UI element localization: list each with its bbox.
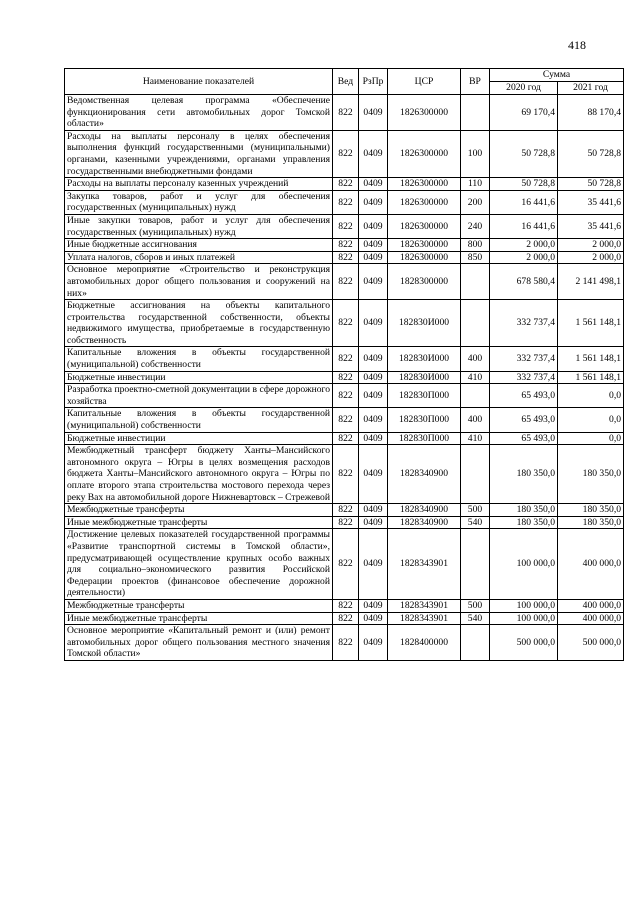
cell-csr: 1826300000 [388,239,461,252]
cell-name: Иные закупки товаров, работ и услуг для обеспечения государственных (муниципальных) нужд [65,214,333,238]
cell-2021: 400 000,0 [558,612,624,625]
cell-rzpr: 0409 [359,178,388,191]
cell-vr: 110 [461,178,490,191]
cell-2020: 332 737,4 [490,371,558,384]
cell-name: Капитальные вложения в объекты государственной (муниципальной) собственности [65,408,333,432]
cell-vr [461,384,490,408]
cell-2021: 1 561 148,1 [558,347,624,371]
cell-ved: 822 [333,239,359,252]
cell-name: Расходы на выплаты персоналу казенных учреждений [65,178,333,191]
cell-name: Бюджетные ассигнования на объекты капитального строительства государственной собственности, объекты недвижимого имущества, приобретаемые в государственную собственность [65,300,333,347]
header-sum: Сумма [490,69,624,82]
cell-ved: 822 [333,504,359,517]
cell-ved: 822 [333,371,359,384]
cell-ved: 822 [333,130,359,177]
cell-rzpr: 0409 [359,371,388,384]
cell-2021: 180 350,0 [558,445,624,504]
table-row [65,214,624,238]
table-row [65,347,624,371]
cell-csr: 1828343901 [388,529,461,600]
cell-ved: 822 [333,178,359,191]
cell-rzpr: 0409 [359,408,388,432]
cell-csr: 1828300000 [388,264,461,300]
cell-rzpr: 0409 [359,445,388,504]
cell-csr: 1828343901 [388,599,461,612]
cell-rzpr: 0409 [359,239,388,252]
cell-vr [461,264,490,300]
cell-name: Межбюджетные трансферты [65,504,333,517]
cell-csr: 1826300000 [388,130,461,177]
cell-name: Ведомственная целевая программа «Обеспечение функционирования сети автомобильных дорог Томской области» [65,95,333,131]
cell-vr: 100 [461,130,490,177]
cell-vr: 800 [461,239,490,252]
cell-2021: 2 000,0 [558,239,624,252]
cell-vr: 410 [461,432,490,445]
cell-name: Межбюджетный трансферт бюджету Ханты–Мансийского автономного округа – Югры в целях возмещения расходов бюджета Ханты–Мансийского автономного округа – Югры по оплате второго этапа строительства мостового перехода через реку Вах на автомобильной дороге Нижневартовск – Стрежевой [65,445,333,504]
cell-vr: 500 [461,504,490,517]
cell-vr: 240 [461,214,490,238]
cell-2020: 180 350,0 [490,516,558,529]
cell-csr: 1828340900 [388,516,461,529]
cell-ved: 822 [333,214,359,238]
budget-table [64,68,624,661]
header-2020: 2020 год [490,82,558,95]
cell-rzpr: 0409 [359,347,388,371]
cell-2020: 100 000,0 [490,612,558,625]
cell-csr: 1826300000 [388,214,461,238]
cell-2020: 180 350,0 [490,445,558,504]
cell-csr: 1826300000 [388,251,461,264]
cell-2021: 50 728,8 [558,178,624,191]
cell-rzpr: 0409 [359,612,388,625]
cell-2020: 65 493,0 [490,384,558,408]
cell-name: Основное мероприятие «Капитальный ремонт и (или) ремонт автомобильных дорог общего пользования местного значения Томской области» [65,625,333,661]
cell-csr: 182830И000 [388,347,461,371]
table-row [65,529,624,600]
cell-2020: 100 000,0 [490,599,558,612]
cell-rzpr: 0409 [359,130,388,177]
cell-2021: 1 561 148,1 [558,371,624,384]
cell-name: Иные межбюджетные трансферты [65,516,333,529]
cell-rzpr: 0409 [359,529,388,600]
header-ved: Вед [333,69,359,95]
cell-rzpr: 0409 [359,95,388,131]
cell-vr: 540 [461,612,490,625]
cell-2021: 0,0 [558,432,624,445]
cell-2020: 65 493,0 [490,408,558,432]
cell-csr: 182830П000 [388,432,461,445]
table-row [65,371,624,384]
table-row [65,130,624,177]
header-2021: 2021 год [558,82,624,95]
cell-name: Иные межбюджетные трансферты [65,612,333,625]
cell-ved: 822 [333,516,359,529]
cell-ved: 822 [333,432,359,445]
cell-vr [461,445,490,504]
cell-name: Иные бюджетные ассигнования [65,239,333,252]
cell-2021: 35 441,6 [558,214,624,238]
table-row [65,516,624,529]
cell-2020: 500 000,0 [490,625,558,661]
cell-rzpr: 0409 [359,599,388,612]
table-row [65,612,624,625]
cell-2021: 0,0 [558,408,624,432]
cell-rzpr: 0409 [359,190,388,214]
cell-rzpr: 0409 [359,625,388,661]
cell-2020: 180 350,0 [490,504,558,517]
cell-ved: 822 [333,408,359,432]
table-row [65,432,624,445]
cell-rzpr: 0409 [359,251,388,264]
cell-name: Межбюджетные трансферты [65,599,333,612]
cell-2021: 1 561 148,1 [558,300,624,347]
table-row [65,300,624,347]
cell-2020: 16 441,6 [490,214,558,238]
cell-name: Бюджетные инвестиции [65,371,333,384]
cell-ved: 822 [333,347,359,371]
cell-vr [461,300,490,347]
cell-2020: 2 000,0 [490,251,558,264]
cell-name: Достижение целевых показателей государственной программы «Развитие транспортной системы в Томской области», предусматривающей осуществление крупных особо важных для социально–экономического развития Российской Федерации проектов (финансовое обеспечение дорожной деятельности) [65,529,333,600]
table-header [65,69,624,95]
cell-2021: 400 000,0 [558,599,624,612]
cell-csr: 1826300000 [388,95,461,131]
table-row [65,190,624,214]
cell-vr: 850 [461,251,490,264]
cell-name: Уплата налогов, сборов и иных платежей [65,251,333,264]
cell-vr: 540 [461,516,490,529]
cell-csr: 1826300000 [388,190,461,214]
cell-2020: 678 580,4 [490,264,558,300]
cell-vr: 400 [461,408,490,432]
header-vr: ВР [461,69,490,95]
cell-csr: 182830И000 [388,371,461,384]
cell-vr [461,625,490,661]
cell-csr: 1828340900 [388,445,461,504]
cell-vr: 400 [461,347,490,371]
cell-2021: 400 000,0 [558,529,624,600]
cell-2021: 180 350,0 [558,516,624,529]
table-row [65,445,624,504]
header-csr: ЦСР [388,69,461,95]
cell-2020: 332 737,4 [490,347,558,371]
cell-name: Закупка товаров, работ и услуг для обеспечения государственных (муниципальных) нужд [65,190,333,214]
cell-vr [461,95,490,131]
cell-name: Расходы на выплаты персоналу в целях обеспечения выполнения функций государственными (муниципальными) органами, казенными учреждениями, органами управления государственными внебюджетными фондами [65,130,333,177]
cell-ved: 822 [333,529,359,600]
cell-2020: 50 728,8 [490,178,558,191]
cell-csr: 1828400000 [388,625,461,661]
cell-csr: 1828340900 [388,504,461,517]
cell-ved: 822 [333,300,359,347]
table-row [65,239,624,252]
cell-2020: 2 000,0 [490,239,558,252]
cell-2021: 2 141 498,1 [558,264,624,300]
cell-csr: 182830И000 [388,300,461,347]
cell-ved: 822 [333,612,359,625]
cell-ved: 822 [333,251,359,264]
cell-2021: 500 000,0 [558,625,624,661]
cell-vr: 410 [461,371,490,384]
table-row [65,504,624,517]
cell-rzpr: 0409 [359,300,388,347]
cell-2021: 180 350,0 [558,504,624,517]
table-row [65,408,624,432]
cell-name: Основное мероприятие «Строительство и реконструкция автомобильных дорог общего пользования и сооружений на них» [65,264,333,300]
cell-ved: 822 [333,95,359,131]
table-body [65,95,624,661]
cell-rzpr: 0409 [359,432,388,445]
cell-rzpr: 0409 [359,384,388,408]
table-row [65,599,624,612]
cell-ved: 822 [333,445,359,504]
cell-2021: 35 441,6 [558,190,624,214]
cell-2021: 0,0 [558,384,624,408]
cell-name: Разработка проектно-сметной документации в сфере дорожного хозяйства [65,384,333,408]
header-name: Наименование показателей [65,69,333,95]
cell-vr [461,529,490,600]
cell-2020: 69 170,4 [490,95,558,131]
cell-rzpr: 0409 [359,264,388,300]
table-row [65,384,624,408]
page-number: 418 [568,38,586,52]
table-row [65,178,624,191]
cell-ved: 822 [333,599,359,612]
cell-ved: 822 [333,190,359,214]
cell-csr: 1826300000 [388,178,461,191]
cell-2021: 2 000,0 [558,251,624,264]
cell-vr: 200 [461,190,490,214]
cell-vr: 500 [461,599,490,612]
cell-rzpr: 0409 [359,504,388,517]
cell-2021: 88 170,4 [558,95,624,131]
cell-2020: 332 737,4 [490,300,558,347]
cell-2020: 50 728,8 [490,130,558,177]
cell-name: Капитальные вложения в объекты государственной (муниципальной) собственности [65,347,333,371]
cell-rzpr: 0409 [359,516,388,529]
table-row [65,251,624,264]
cell-ved: 822 [333,384,359,408]
cell-2020: 65 493,0 [490,432,558,445]
cell-2021: 50 728,8 [558,130,624,177]
cell-csr: 182830П000 [388,384,461,408]
cell-name: Бюджетные инвестиции [65,432,333,445]
table-row [65,95,624,131]
cell-ved: 822 [333,264,359,300]
cell-2020: 100 000,0 [490,529,558,600]
table-row [65,264,624,300]
table-row [65,625,624,661]
cell-csr: 1828343901 [388,612,461,625]
cell-ved: 822 [333,625,359,661]
header-rzpr: РзПр [359,69,388,95]
cell-2020: 16 441,6 [490,190,558,214]
cell-csr: 182830П000 [388,408,461,432]
cell-rzpr: 0409 [359,214,388,238]
